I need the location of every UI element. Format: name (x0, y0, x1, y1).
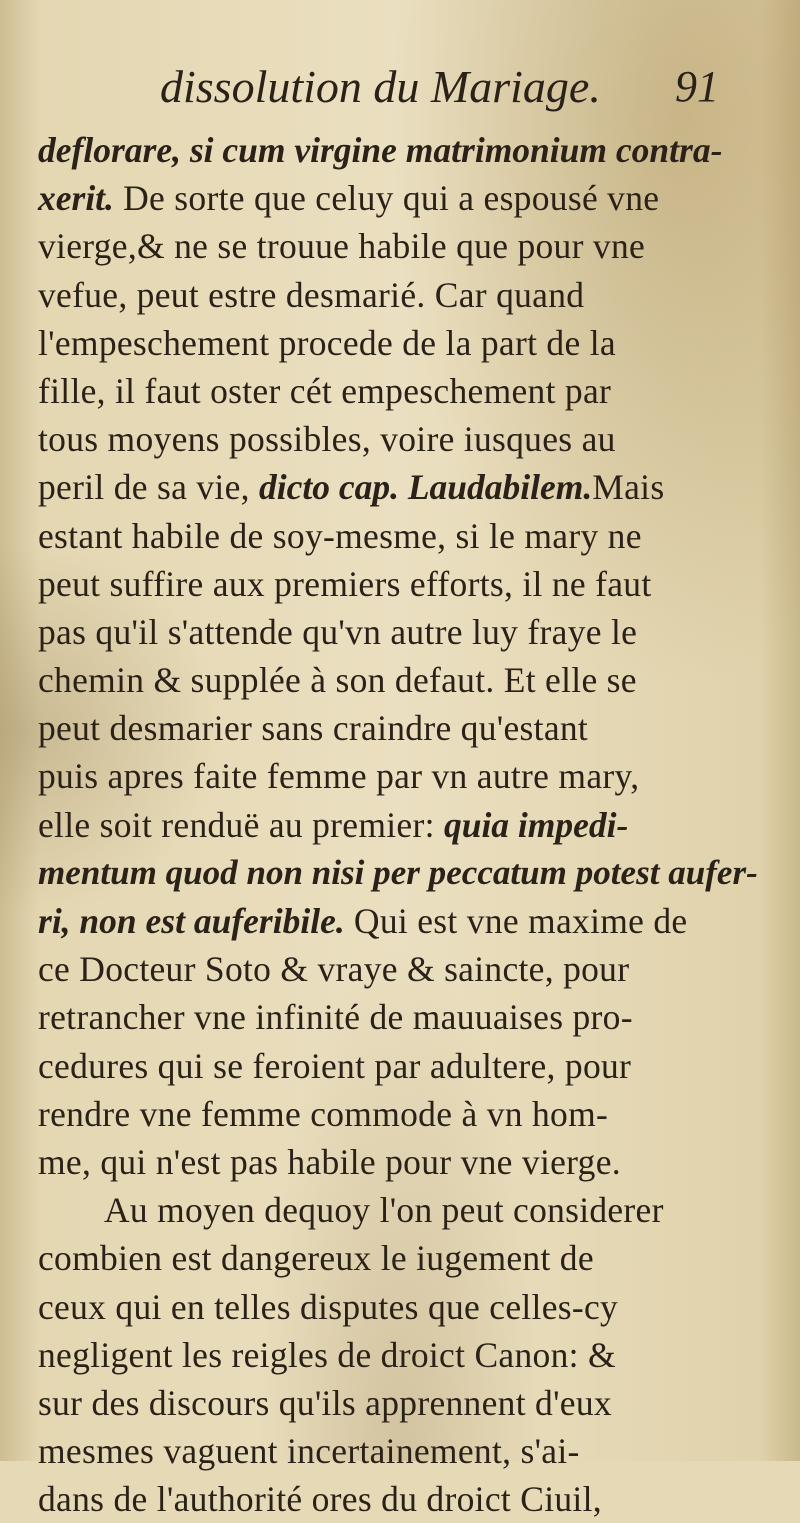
text-line (38, 1138, 768, 1186)
page-header (0, 52, 800, 122)
text-segment: pas qu'il s'attende qu'vn autre luy fraye le (38, 611, 638, 652)
text-segment: retrancher vne infinité de mauuaises pro- (38, 997, 633, 1038)
text-line (38, 656, 768, 704)
text-line (38, 1090, 768, 1138)
text-line (38, 1234, 768, 1282)
text-line (38, 463, 768, 511)
text-segment: peut desmarier sans craindre qu'estant (38, 708, 589, 749)
text-segment: fille, il faut oster cét empeschement par (38, 370, 612, 411)
text-line (38, 704, 768, 752)
text-segment: dans de l'authorité ores du droict Ciuil, (38, 1479, 602, 1520)
text-line (38, 222, 768, 270)
text-segment: chemin & supplée à son defaut. Et elle se (38, 660, 637, 701)
italic-text-segment: deflorare, si cum virgine matrimonium contra- (38, 130, 723, 170)
text-segment: vefue, peut estre desmarié. Car quand (38, 274, 585, 315)
text-segment: puis apres faite femme par vn autre mary, (38, 756, 640, 797)
text-segment: Mais (592, 467, 665, 508)
text-line (38, 560, 768, 608)
text-line (38, 849, 768, 897)
italic-text-segment: dicto cap. Laudabilem. (258, 467, 593, 508)
text-line (38, 1331, 768, 1379)
text-line (38, 945, 768, 993)
text-segment: estant habile de soy-mesme, si le mary ne (38, 515, 642, 556)
text-line (38, 1283, 768, 1331)
text-segment: negligent les reigles de droict Canon: & (38, 1334, 616, 1375)
text-line (38, 415, 768, 463)
text-segment: combien est dangereux le iugement de (38, 1238, 594, 1279)
text-segment: rendre vne femme commode à vn hom- (38, 1093, 609, 1134)
text-line (38, 367, 768, 415)
text-line (38, 1186, 768, 1234)
text-segment: vierge,& ne se trouue habile que pour vne (38, 226, 646, 267)
text-segment: Qui est vne maxime de (344, 901, 688, 941)
text-line (38, 993, 768, 1041)
text-segment: De sorte que celuy qui a espousé vne (113, 178, 660, 219)
text-line (38, 897, 768, 945)
text-line (38, 174, 768, 222)
text-line (38, 126, 768, 174)
text-segment: Au moyen dequoy l'on peut considerer (104, 1190, 664, 1231)
text-line (38, 801, 768, 849)
text-segment: cedures qui se feroient par adultere, pour (38, 1045, 632, 1086)
text-segment: ceux qui en telles disputes que celles-cy (38, 1286, 619, 1327)
text-line (38, 1475, 768, 1523)
italic-text-segment: mentum quod non nisi per peccatum potest aufer- (38, 852, 758, 892)
text-line (38, 512, 768, 560)
text-segment: l'empeschement procede de la part de la (38, 322, 616, 363)
text-line (38, 608, 768, 656)
page-number: 91 (675, 62, 719, 111)
text-line (38, 271, 768, 319)
text-segment: mesmes vaguent incertainement, s'ai- (38, 1431, 580, 1472)
text-line (38, 752, 768, 800)
text-line (38, 1379, 768, 1427)
text-segment: elle soit renduë au premier: (38, 804, 444, 845)
text-segment: me, qui n'est pas habile pour vne vierge. (38, 1141, 621, 1182)
text-line (38, 1042, 768, 1090)
italic-text-segment: xerit. (38, 178, 114, 219)
text-segment: sur des discours qu'ils apprennent d'eux (38, 1382, 612, 1423)
text-segment: tous moyens possibles, voire iusques au (38, 419, 616, 460)
running-title: dissolution du Mariage. (160, 61, 601, 112)
text-segment: peut suffire aux premiers efforts, il ne faut (38, 563, 652, 604)
text-line (38, 319, 768, 367)
italic-text-segment: quia impedi- (443, 804, 629, 845)
text-segment: peril de sa vie, (38, 467, 259, 508)
italic-text-segment: ri, non est auferibile. (38, 901, 345, 941)
text-segment: ce Docteur Soto & vraye & saincte, pour (38, 949, 630, 990)
body-text (38, 126, 768, 1523)
text-line (38, 1427, 768, 1475)
